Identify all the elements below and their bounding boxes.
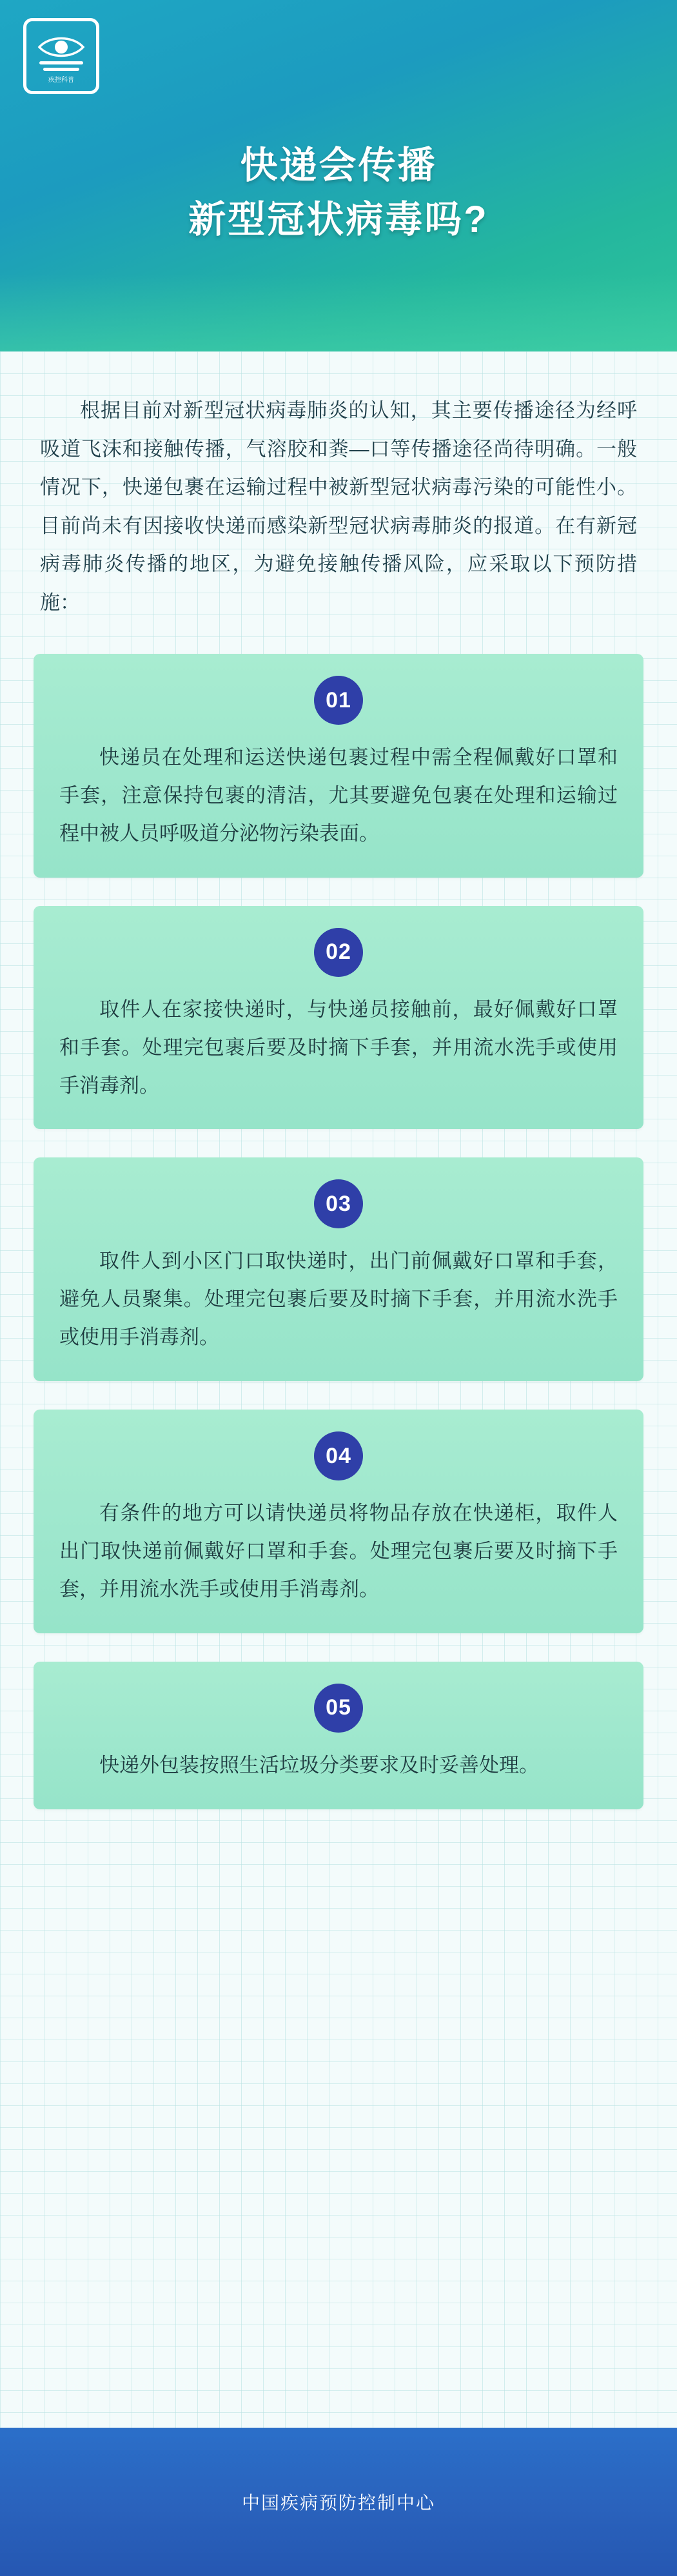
step-badge-03: 03: [314, 1179, 363, 1228]
title-line-2: 新型冠状病毒吗?: [188, 199, 489, 241]
eye-book-logo-icon: [23, 18, 99, 94]
measure-text-01: 快递员在处理和运送快递包裹过程中需全程佩戴好口罩和手套，注意保持包裹的清洁，尤其要避免包裹在处理和运输过程中被人员呼吸道分泌物污染表面。: [59, 746, 618, 845]
measure-card: [34, 1410, 643, 1633]
measure-text-03: 取件人到小区门口取快递时，出门前佩戴好口罩和手套，避免人员聚集。处理完包裹后要及时摘下手套，并用流水洗手或使用手消毒剂。: [59, 1250, 618, 1349]
step-badge-01: 01: [314, 676, 363, 725]
measure-text-05: 快递外包装按照生活垃圾分类要求及时妥善处理。: [99, 1753, 539, 1776]
step-badge-05: 05: [314, 1684, 363, 1733]
measure-text-02: 取件人在家接快递时，与快递员接触前，最好佩戴好口罩和手套。处理完包裹后要及时摘下手套，并用流水洗手或使用手消毒剂。: [59, 998, 618, 1097]
step-badge-04: 04: [314, 1431, 363, 1480]
measure-card: [34, 906, 643, 1130]
intro-paragraph: 根据目前对新型冠状病毒肺炎的认知，其主要传播途径为经呼吸道飞沫和接触传播，气溶胶和粪—口等传播途径尚待明确。一般情况下，快递包裹在运输过程中被新型冠状病毒污染的可能性小。目前尚未有因接收快递而感染新型冠状病毒肺炎的报道。在有新冠病毒肺炎传播的地区，为避免接触传播风险，应采取以下预防措施：: [40, 399, 637, 614]
measure-text-04: 有条件的地方可以请快递员将物品存放在快递柜，取件人出门取快递前佩戴好口罩和手套。处理完包裹后要及时摘下手套，并用流水洗手或使用手消毒剂。: [59, 1502, 618, 1600]
title-line-1: 快递会传播: [240, 144, 437, 186]
page-title: [0, 139, 677, 247]
content-area: [0, 351, 677, 2428]
measure-card: [34, 654, 643, 878]
measure-card: [34, 1157, 643, 1381]
svg-text:疾控科普: 疾控科普: [48, 77, 74, 84]
footer-organization: 中国疾病预防控制中心: [241, 2493, 435, 2513]
intro-section: [0, 351, 677, 647]
step-badge-02: 02: [314, 928, 363, 977]
measures-list: [0, 647, 677, 1809]
measure-card: [34, 1662, 643, 1809]
footer-banner: [0, 2428, 677, 2576]
header-banner: [0, 0, 677, 351]
